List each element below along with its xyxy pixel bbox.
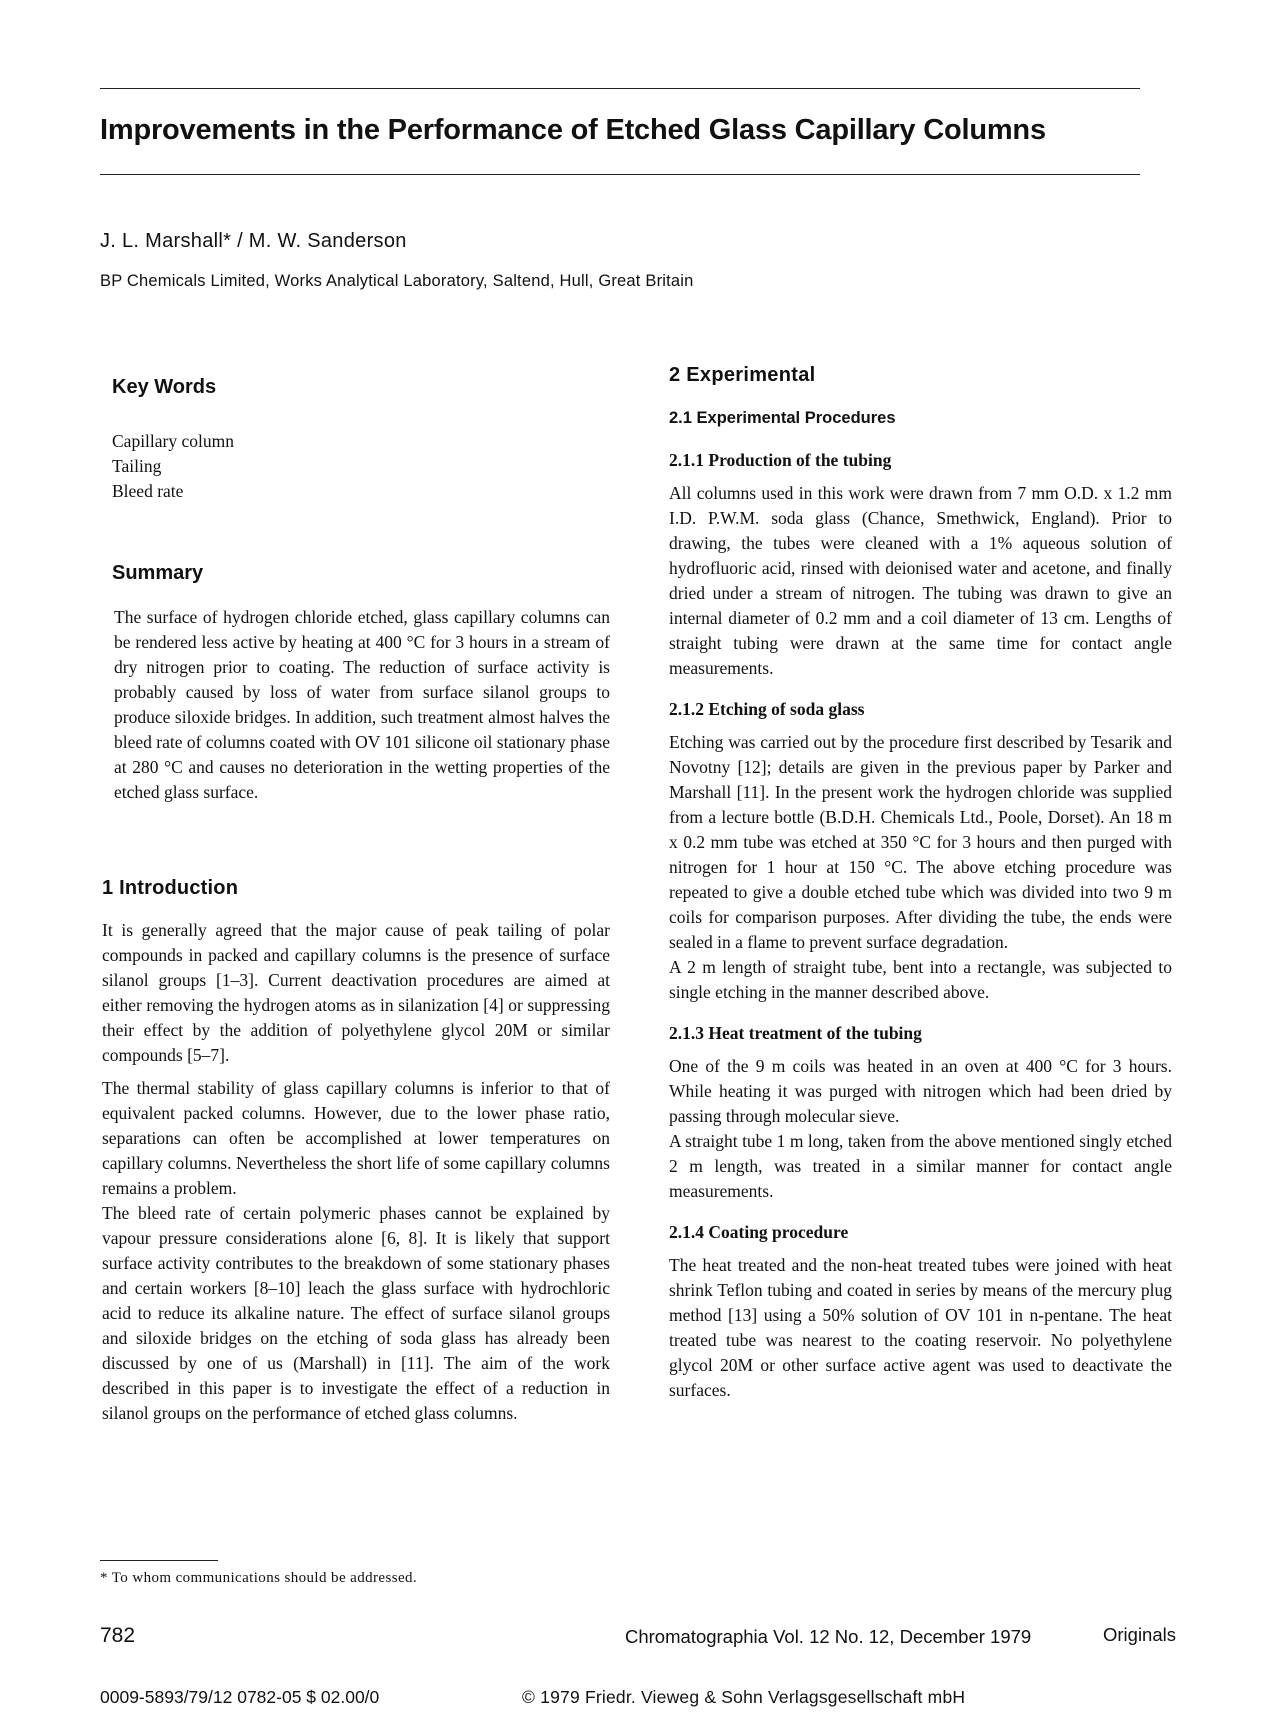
page-number: 782 bbox=[100, 1624, 136, 1647]
introduction-heading: 1 Introduction bbox=[102, 877, 239, 899]
etching-text-2: A 2 m length of straight tube, bent into a rectangle, was subjected to single etching in the manner described above. bbox=[669, 957, 1172, 1002]
production-heading: 2.1.1 Production of the tubing bbox=[669, 450, 892, 470]
article-title: Improvements in the Performance of Etched Glass Capillary Columns bbox=[100, 114, 1046, 146]
summary-text: The surface of hydrogen chloride etched, glass capillary columns can be rendered less active by heating at 400 °C for 3 hours in a stream of dry nitrogen prior to coating. The reduction of surface activity is probably caused by loss of water from surface silanol groups to produce siloxide bridges. In addition, such treatment almost halves the bleed rate of columns coated with OV 101 silicone oil stationary phase at 280 °C and causes no deterioration in the wetting properties of the etched glass surface. bbox=[114, 607, 610, 802]
footnote: * To whom communications should be addressed. bbox=[100, 1570, 418, 1586]
intro-paragraph-1: It is generally agreed that the major cause of peak tailing of polar compounds in packed and capillary columns is the presence of surface silanol groups [1–3]. Current deactivation procedures are aimed at either removing the hydrogen atoms as in silanization [4] or suppressing their effect by the addition of polyethylene glycol 20M or similar compounds [5–7]. bbox=[102, 920, 610, 1065]
affiliation: BP Chemicals Limited, Works Analytical Laboratory, Saltend, Hull, Great Britain bbox=[100, 272, 694, 290]
intro-paragraph-3: The bleed rate of certain polymeric phases cannot be explained by vapour pressure considerations alone [6, 8]. It is likely that support surface activity contributes to the breakdown of some stationary phases and certain workers [8–10] leach the glass surface with hydrochloric acid to reduce its alkaline nature. The effect of surface silanol groups and siloxide bridges on the etching of soda glass has already been discussed by one of us (Marshall) in [11]. The aim of the work described in this paper is to investigate the effect of a reduction in silanol groups on the performance of etched glass columns. bbox=[102, 1203, 610, 1423]
heat-treatment-text: One of the 9 m coils was heated in an oven at 400 °C for 3 hours. While heating it was purged with nitrogen which had been dried by passing through molecular sieve. bbox=[669, 1056, 1172, 1126]
left-column bbox=[102, 372, 610, 1426]
keyword-item: Bleed rate bbox=[112, 481, 184, 501]
title-rule-bottom bbox=[100, 174, 1140, 175]
keyword-item: Capillary column bbox=[112, 431, 234, 451]
production-text: All columns used in this work were drawn from 7 mm O.D. x 1.2 mm I.D. P.W.M. soda glass (Chance, Smethwick, England). Prior to drawing, the tubes were cleaned with a 1% aqueous solution of hydrofluoric acid, rinsed with deionised water and acetone, and finally dried under a stream of nitrogen. The tubing was drawn to give an internal diameter of 0.2 mm and a coil diameter of 13 cm. Lengths of straight tubing were drawn at the same time for contact angle measurements. bbox=[669, 483, 1172, 678]
coating-heading: 2.1.4 Coating procedure bbox=[669, 1222, 849, 1242]
heat-treatment-text-2: A straight tube 1 m long, taken from the above mentioned singly etched 2 m length, was treated in a similar manner for contact angle measurements. bbox=[669, 1131, 1172, 1201]
keyword-item: Tailing bbox=[112, 456, 162, 476]
issn-line: 0009-5893/79/12 0782-05 $ 02.00/0 bbox=[100, 1687, 380, 1707]
procedures-heading: 2.1 Experimental Procedures bbox=[669, 409, 896, 427]
coating-text: The heat treated and the non-heat treated tubes were joined with heat shrink Teflon tubing and coated in series by means of the mercury plug method [13] using a 50% solution of OV 101 in n-pentane. The heat treated tube was nearest to the coating reservoir. No polyethylene glycol 20M or other surface active agent was used to deactivate the surfaces. bbox=[669, 1255, 1172, 1400]
section-label: Originals bbox=[1103, 1624, 1176, 1645]
summary-heading: Summary bbox=[112, 562, 204, 584]
keywords-heading: Key Words bbox=[112, 376, 217, 398]
journal-citation: Chromatographia Vol. 12 No. 12, December 1979 bbox=[625, 1626, 1032, 1647]
authors: J. L. Marshall* / M. W. Sanderson bbox=[100, 230, 407, 252]
etching-heading: 2.1.2 Etching of soda glass bbox=[669, 699, 865, 719]
etching-text: Etching was carried out by the procedure first described by Tesarik and Novotny [12]; details are given in the previous paper by Parker and Marshall [11]. In the present work the hydrogen chloride was supplied from a lecture bottle (B.D.H. Chemicals Ltd., Poole, Dorset). An 18 m x 0.2 mm tube was etched at 350 °C for 3 hours and then purged with nitrogen for 1 hour at 150 °C. The above etching procedure was repeated to give a double etched tube which was divided into two 9 m coils for comparison purposes. After dividing the tube, the ends were sealed in a flame to prevent surface degradation. bbox=[669, 732, 1172, 952]
keywords-list bbox=[112, 429, 610, 504]
copyright-line: © 1979 Friedr. Vieweg & Sohn Verlagsgesellschaft mbH bbox=[522, 1687, 966, 1707]
heat-treatment-heading: 2.1.3 Heat treatment of the tubing bbox=[669, 1023, 922, 1043]
title-rule-top bbox=[100, 88, 1140, 89]
intro-paragraph-2: The thermal stability of glass capillary columns is inferior to that of equivalent packed columns. However, due to the lower phase ratio, separations can often be accomplished at lower temperatures on capillary columns. Nevertheless the short life of some capillary columns remains a problem. bbox=[102, 1078, 610, 1198]
experimental-heading: 2 Experimental bbox=[669, 364, 816, 386]
footnote-rule bbox=[100, 1560, 218, 1561]
right-column bbox=[669, 364, 1172, 1403]
